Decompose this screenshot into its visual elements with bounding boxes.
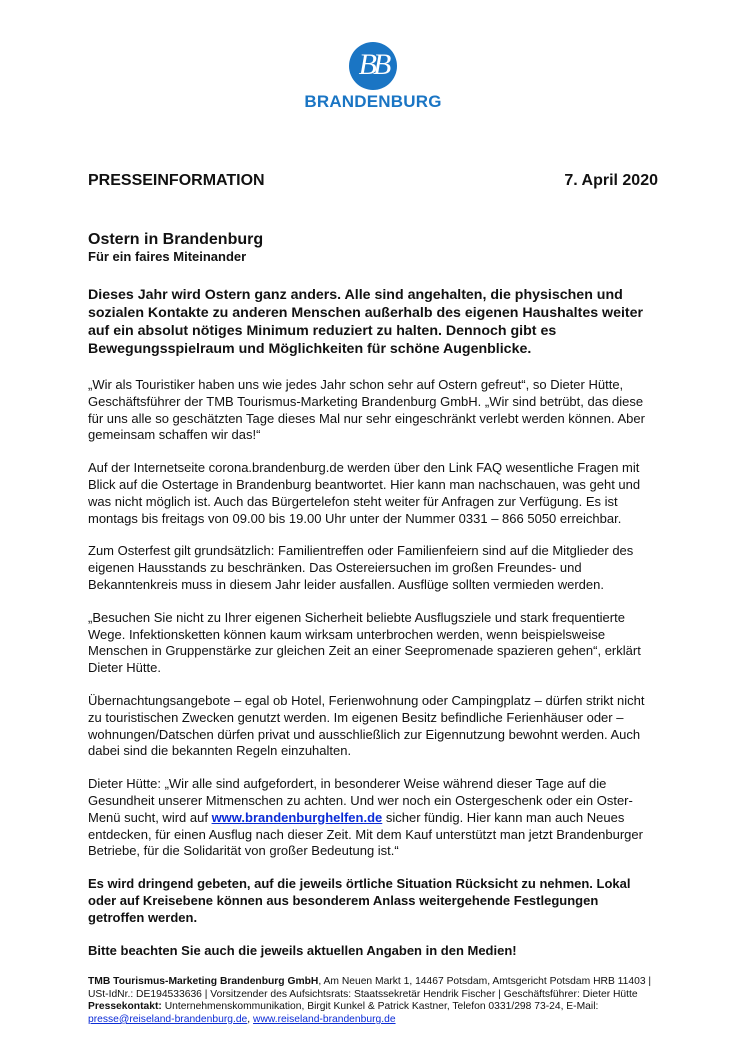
document-header xyxy=(88,172,658,190)
paragraph-text: sicher fündig. Hier kann man auch Neues entdecken, für einen Ausflug nach dieser Zeit. Mit dem Kauf unterstützt man jetzt Brandenburger Betriebe, für die Solidarität von großer Bedeutung ist.“ xyxy=(88,809,643,859)
lead-paragraph: Dieses Jahr wird Ostern ganz anders. Alle sind angehalten, die physischen und sozialen Kontakte zu anderen Menschen außerhalb des eigenen Haushaltes weiter auf ein absolut nötiges Minimum reduziert zu halten. Dennoch gibt es Bewegungsspielraum und Möglichkeiten für schöne Augenblicke. xyxy=(88,287,644,357)
bb-monogram-icon: BB xyxy=(349,42,397,90)
footer-imprint xyxy=(88,976,658,1026)
paragraph-notice: Es wird dringend gebeten, auf die jeweils örtliche Situation Rücksicht zu nehmen. Lokal oder auf Kreisebene können aus besonderem Anlass weitergehende Festlegungen getroffen werden. xyxy=(88,876,631,925)
footer-press-text: Unternehmenskommunikation, Birgit Kunkel & Patrick Kastner, Telefon 0331/298 73-24, E-Mail: xyxy=(161,1001,599,1013)
paragraph-accommodation: Übernachtungsangebote – egal ob Hotel, Ferienwohnung oder Campingplatz – dürfen strikt nicht zu touristischen Zwecken genutzt werden. Im eigenen Besitz befindliche Ferienhäuser oder –wohnungen/Datschen dürfen privat und ausschließlich zur Eigennutzung bewohnt werden. Auch dabei sind die bekannten Regeln einzuhalten. xyxy=(88,692,645,759)
document-type-label: PRESSEINFORMATION xyxy=(88,172,265,189)
brandenburghelfen-link[interactable]: www.brandenburghelfen.de xyxy=(211,809,383,825)
page-title: Ostern in Brandenburg xyxy=(88,231,264,248)
paragraph-quote-1: „Wir als Touristiker haben uns wie jedes Jahr schon sehr auf Ostern gefreut“, so Dieter Hütte, Geschäftsführer der TMB Tourismus-Marketing Brandenburg GmbH. „Wir sind betrübt, das diese für uns alle so geschätzten Tage dieses Mal nur sehr eingeschränkt verlebt werden können. Aber gemeinsam schaffen wir das!“ xyxy=(88,377,645,443)
article-body xyxy=(88,286,658,975)
footer-address: , Am Neuen Markt 1, 14467 Potsdam, Amtsgericht Potsdam HRB 11403 | USt-IdNr.: DE194533636 | Vorsitzender des Aufsichtsrats: Staatssekretär Hendrik Fischer | Geschäftsführer: Dieter Hütte xyxy=(88,976,652,1000)
logo-wordmark: BRANDENBURG xyxy=(304,92,442,111)
paragraph-quote-2: „Besuchen Sie nicht zu Ihrer eigenen Sicherheit beliebte Ausflugsziele und stark frequentierte Wege. Infektionsketten können kaum wirksam unterbrochen werden, wenn beispielsweise Menschen in Gruppenstärke zur gleichen Zeit an einer Seepromenade spazieren gehen“, erklärt Dieter Hütte. xyxy=(88,609,641,676)
paragraph-quote-3 xyxy=(88,776,658,860)
footer-press-label: Pressekontakt: xyxy=(88,1001,162,1013)
paragraph-text: Dieter Hütte: „Wir alle sind aufgefordert, in besonderer Weise während dieser Tage auf die Gesundheit unserer Mitmenschen zu achten. Und wer noch ein Ostergeschenk oder ein Oster- Menü sucht, wird auf xyxy=(88,776,633,825)
footer-email-link[interactable]: presse@reiseland-brandenburg.de xyxy=(88,1013,248,1025)
footer-company: TMB Tourismus-Marketing Brandenburg GmbH xyxy=(88,976,319,987)
paragraph-faq: Auf der Internetseite corona.brandenburg.de werden über den Link FAQ wesentliche Fragen mit Blick auf die Ostertage in Brandenburg beantwortet. Hier kann man nachschauen, was geht und was nicht möglich ist. Auch das Bürgertelefon steht weiter für Anfragen zur Verfügung. Es ist montags bis freitags von 09.00 bis 19.00 Uhr unter der Nummer 0331 – 866 5050 erreichbar. xyxy=(88,460,641,526)
paragraph-easter-rules: Zum Osterfest gilt grundsätzlich: Familientreffen oder Familienfeiern sind auf die Mitglieder des eigenen Hausstands zu beschränken. Das Ostereiersuchen im großen Freundes- und Bekanntenkreis muss in diesem Jahr leider ausfallen. Ausflüge sollten vermieden werden. xyxy=(88,543,634,592)
brandenburg-logo xyxy=(292,42,454,112)
title-block xyxy=(88,230,658,265)
page-subtitle: Für ein faires Miteinander xyxy=(88,249,247,264)
paragraph-media-note: Bitte beachten Sie auch die jeweils aktuellen Angaben in den Medien! xyxy=(88,942,517,958)
footer-separator: , xyxy=(247,1013,254,1025)
document-date: 7. April 2020 xyxy=(564,172,658,189)
footer-website-link[interactable]: www.reiseland-brandenburg.de xyxy=(253,1013,396,1025)
